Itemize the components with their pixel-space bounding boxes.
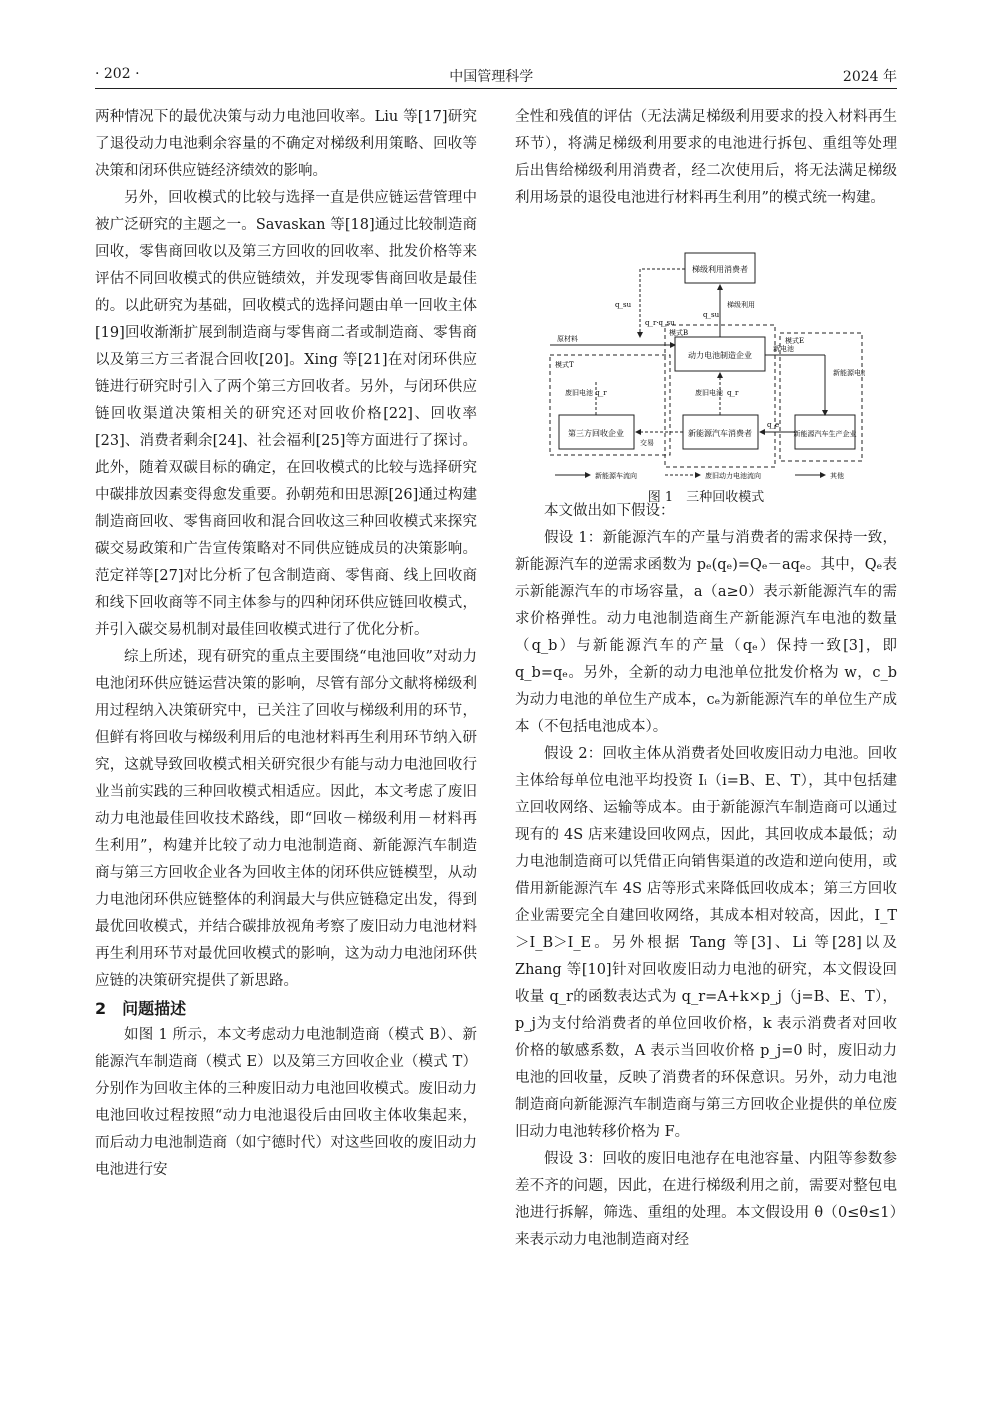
paragraph: 两种情况下的最优决策与动力电池回收率。Liu 等[17]研究了退役动力电池剩余容量的不确定对梯级利用策略、回收等决策和闭环供应链经济绩效的影响。 — [95, 109, 477, 179]
mode-b-label: 模式B — [669, 329, 689, 337]
journal-name: 中国管理科学 — [449, 69, 534, 85]
legend-new: 新能源车流向 — [595, 472, 637, 480]
qr-label: q_r — [727, 389, 739, 397]
recycling-modes-figure — [545, 245, 865, 485]
section-heading: 2 问题描述 — [95, 999, 187, 1018]
publication-year: 2024 年 — [842, 69, 897, 85]
recycled-qr-t-label: 废旧电池 q_r — [565, 389, 607, 397]
paragraph: 假设 3：回收的废旧电池存在电池容量、内阻等参数参差不齐的问题，因此，在进行梯级利用之前，需要对整包电池进行拆解，筛选、重组的处理。本文假设用 θ（0≤θ≤1）来表示动力电池制造商对经 — [515, 1151, 897, 1248]
new-energy-battery-label: 新能源电池 — [833, 369, 865, 377]
figure-caption: 图 1 三种回收模式 — [647, 490, 765, 505]
paragraph: 综上所述，现有研究的重点主要围绕“电池回收”对动力电池闭环供应链运营决策的影响，尽管有部分文献将梯级利用过程纳入决策研究中，已关注了回收与梯级利用的环节，但鲜有将回收与梯级利用后的电池材料再生利用环节纳入研究，这就导致回收模式相关研究很少有能与动力电池回收行业当前实践的三种回收模式相适应。因此，本文考虑了废旧动力电池最佳回收技术路线，即“回收－梯级利用－材料再生利用”，构建并比较了动力电池制造商、新能源汽车制造商与第三方回收企业各为回收主体的闭环供应链模型，从动力电池闭环供应链整体的利润最大与供应链稳定出发，得到最优回收模式，并结合碳排放视角考察了废旧动力电池材料再生利用环节对最优回收模式的影响，这为动力电池闭环供应链的决策研究提供了新思路。 — [95, 649, 477, 989]
page-header — [95, 66, 897, 89]
legend-other: 其他 — [830, 472, 844, 480]
left-column — [95, 104, 477, 1184]
box-ev-consumer-label: 新能源汽车消费者 — [688, 429, 752, 438]
mode-t-label: 模式T — [555, 361, 574, 369]
raw-material-label: 原材料 — [557, 335, 578, 343]
cascade-label: 梯级利用 — [727, 301, 755, 309]
page-number: · 202 · — [95, 66, 140, 82]
paragraph: 如图 1 所示，本文考虑动力电池制造商（模式 B）、新能源汽车制造商（模式 E）以及第三方回收企业（模式 T）分别作为回收主体的三种废旧动力电池回收模式。废旧动力电池回收过程按照“动力电池退役后由回收主体收集起来，而后动力电池制造商（如宁德时代）对这些回收的废旧动力电池进行安 — [95, 1027, 477, 1178]
qe-label: q_e — [767, 421, 780, 429]
paragraph: 本文做出如下假设： — [544, 503, 675, 519]
mode-e-label: 模式E — [785, 337, 805, 345]
box-battery-maker-label: 动力电池制造企业 — [688, 351, 752, 360]
trade-label: 交易 — [640, 439, 654, 447]
qsu-return-label: q_su — [615, 301, 632, 309]
recycling-modes-diagram — [545, 245, 865, 485]
qsu-label: q_su — [703, 311, 720, 319]
paragraph: 假设 1：新能源汽车的产量与消费者的需求保持一致，新能源汽车的逆需求函数为 pₑ(qₑ)=Qₑ－aqₑ。其中，Qₑ表示新能源汽车的市场容量，a（a≥0）表示新能源汽车的需求价格弹性。动力电池制造商生产新能源汽车电池的数量（q_b）与新能源汽车的产量（qₑ）保持一致[3]，即 q_b=qₑ。另外，全新的动力电池单位批发价格为 w，c_b为动力电池的单位生产成本，cₑ为新能源汽车的单位生产成本（不包括电池成本）。 — [515, 530, 897, 735]
legend-waste: 废旧动力电池流向 — [705, 472, 761, 480]
paragraph: 全性和残值的评估（无法满足梯级利用要求的投入材料再生环节），将满足梯级利用要求的电池进行拆包、重组等处理后出售给梯级利用消费者，经二次使用后，将无法满足梯级利用场景的退役电池进行材料再生利用”的模式统一构建。 — [515, 109, 897, 206]
box-cascade-label: 梯级利用消费者 — [692, 265, 748, 274]
qr-qsu-label: q_r·q_su — [645, 319, 675, 327]
paragraph: 假设 2：回收主体从消费者处回收废旧动力电池。回收主体给每单位电池平均投资 Iᵢ（i=B、E、T），其中包括建立回收网络、运输等成本。由于新能源汽车制造商可以通过现有的 4S 店来建设回收网点，因此，其回收成本最低；动力电池制造商可以凭借正向销售渠道的改造和逆向使用，或借用新能源汽车 4S 店等形式来降低回收成本；第三方回收企业需要完全自建回收网络，其成本相对较高，因此，I_T＞I_B＞I_E。另外根据 Tang 等[3]、Li 等[28]以及 Zhang 等[10]针对回收废旧动力电池的研究，本文假设回收量 q_r的函数表达式为 q_r=A+k×p_j（j=B、E、T），p_j为支付给消费者的单位回收价格，k 表示消费者对回收价格的敏感系数，A 表示当回收价格 p_j=0 时，废旧动力电池的回收量，反映了消费者的环保意识。另外，动力电池制造商向新能源汽车制造商与第三方回收企业提供的单位废旧动力电池转移价格为 F。 — [515, 746, 897, 1140]
paragraph: 另外，回收模式的比较与选择一直是供应链运营管理中被广泛研究的主题之一。Savaskan 等[18]通过比较制造商回收，零售商回收以及第三方回收的回收率、批发价格等来评估不同回收模式的供应链绩效，并发现零售商回收是最佳的。以此研究为基础，回收模式的选择问题由单一回收主体[19]回收渐渐扩展到制造商与零售商二者或制造商、零售商以及第三方三者混合回收[20]。Xing 等[21]在对闭环供应链进行研究时引入了两个第三方回收者。另外，与闭环供应链回收渠道决策相关的研究还对回收价格[22]、回收率[23]、消费者剩余[24]、社会福利[25]等方面进行了探讨。此外，随着双碳目标的确定，在回收模式的比较与选择研究中碳排放因素变得愈发重要。孙朝苑和田思源[26]通过构建制造商回收、零售商回收和混合回收这三种回收模式来探究碳交易政策和广告宣传策略对不同供应链成员的决策影响。范定祥等[27]对比分析了包含制造商、零售商、线上回收商和线下回收商等不同主体参与的四种闭环供应链回收模式，并引入碳交易机制对最佳回收模式进行了优化分析。 — [95, 190, 477, 638]
recycled-label: 废旧电池 — [695, 389, 723, 397]
box-ev-maker-label: 新能源汽车生产企业 — [793, 430, 857, 438]
new-battery-label: 新电池 — [773, 345, 794, 353]
box-third-party-label: 第三方回收企业 — [568, 429, 624, 438]
